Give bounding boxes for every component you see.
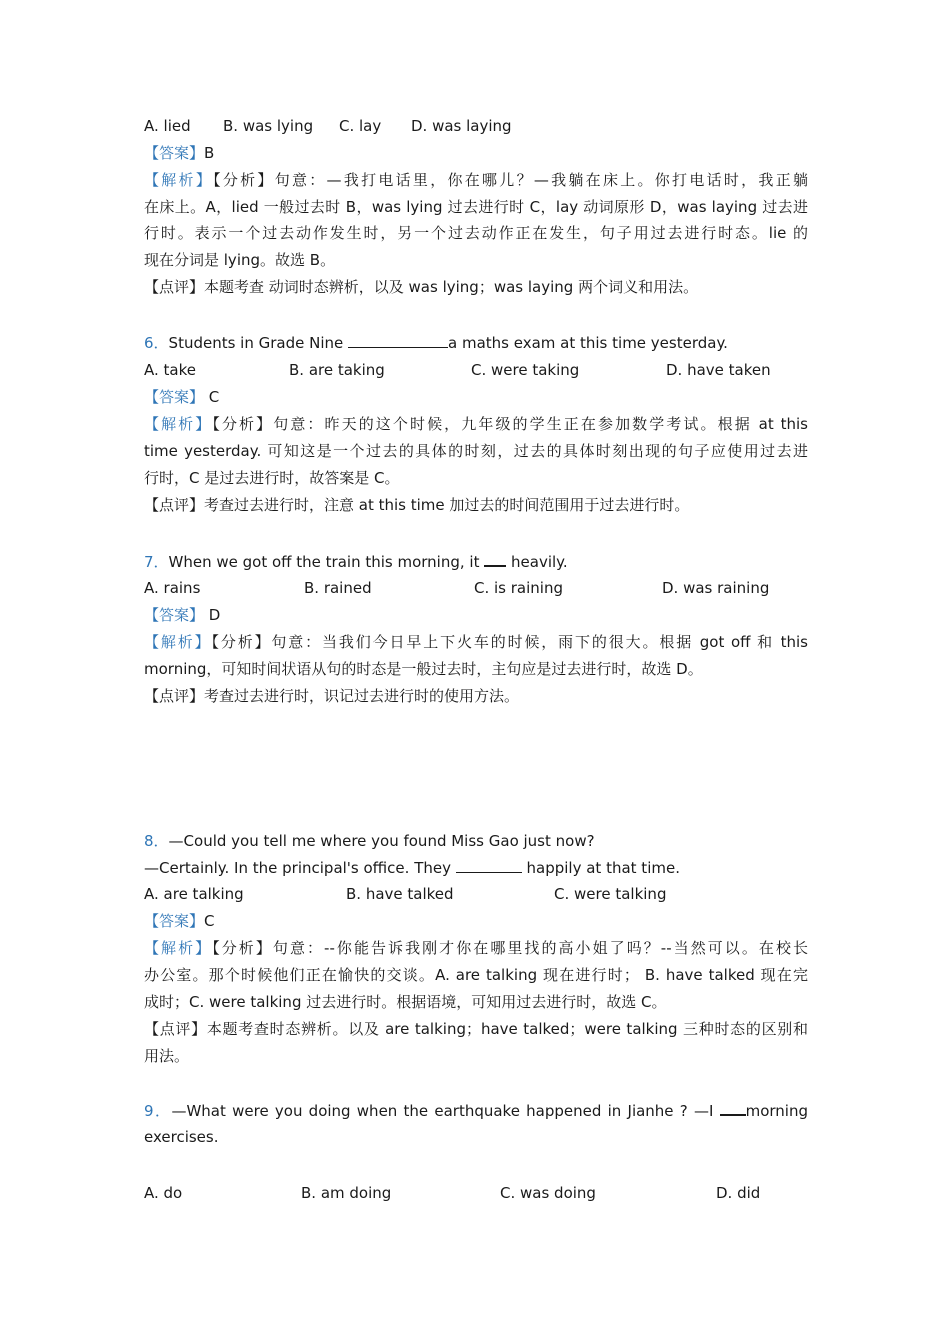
answer-blank bbox=[720, 1099, 746, 1116]
q8-option-b: B. have talked bbox=[346, 885, 454, 903]
q7-comment: 【点评】考查过去进行时，识记过去进行时的使用方法。 bbox=[144, 687, 520, 705]
q7-answer bbox=[144, 604, 220, 626]
q7-option-c: C. is raining bbox=[474, 579, 563, 597]
q5-option-c: C. lay bbox=[339, 117, 382, 135]
q8-options bbox=[144, 883, 808, 905]
answer-blank bbox=[484, 550, 506, 567]
q6-comment: 【点评】考查过去进行时，注意 at this time 加过去的时间范围用于过去进行时。 bbox=[144, 496, 690, 514]
q5-option-d: D. was laying bbox=[411, 117, 512, 135]
q8-option-c: C. were talking bbox=[554, 885, 667, 903]
q5-answer bbox=[144, 142, 214, 164]
q7-option-b: B. rained bbox=[304, 579, 372, 597]
q5-option-a: A. lied bbox=[144, 117, 191, 135]
q8-comment-line2: 用法。 bbox=[144, 1047, 190, 1065]
question-number: 6． bbox=[144, 334, 169, 352]
answer-tag: 【答案】 bbox=[144, 606, 205, 624]
q6-option-d: D. have taken bbox=[666, 361, 771, 379]
answer-tag: 【答案】 bbox=[144, 144, 205, 162]
q7-analysis-line: morning，可知时间状语从句的时态是一般过去时，主句应是过去进行时，故选 D。 bbox=[144, 660, 703, 678]
q8-stem-line2: —Certainly. In the principal's office. They happily at that time. bbox=[144, 859, 680, 877]
q9-stem-line2: exercises. bbox=[144, 1128, 219, 1146]
q6-analysis-line: time yesterday. 可知这是一个过去的具体的时刻，过去的具体时刻出现的句子应使用过去进 bbox=[144, 442, 808, 460]
q7-stem: 7．When we got off the train this morning, it heavily. bbox=[144, 550, 568, 572]
answer-value: C bbox=[204, 388, 220, 406]
q9-options bbox=[144, 1182, 808, 1204]
q5-analysis-line: 行时。表示一个过去动作发生时，另一个过去动作正在发生，句子用过去进行时态。lie 的 bbox=[144, 224, 808, 242]
analysis-tag: 【解析】 bbox=[144, 171, 214, 189]
q5-options bbox=[144, 115, 808, 137]
q8-analysis-line: 【解析】【分析】句意：--你能告诉我刚才你在哪里找的高小姐了吗？--当然可以。在校长 bbox=[144, 939, 808, 957]
q9-option-a: A. do bbox=[144, 1184, 183, 1202]
q7-option-a: A. rains bbox=[144, 579, 201, 597]
q8-option-a: A. are talking bbox=[144, 885, 244, 903]
q5-comment: 【点评】本题考查 动词时态辨析，以及 was lying；was laying 两个词义和用法。 bbox=[144, 278, 699, 296]
q5-option-b: B. was lying bbox=[223, 117, 314, 135]
answer-tag: 【答案】 bbox=[144, 912, 205, 930]
q7-analysis-line: 【解析】【分析】句意：当我们今日早上下火车的时候，雨下的很大。根据 got off 和 this bbox=[144, 633, 808, 651]
q6-option-c: C. were taking bbox=[471, 361, 580, 379]
analysis-tag: 【解析】 bbox=[144, 415, 213, 433]
question-number: 7． bbox=[144, 553, 169, 571]
q5-analysis-line: 【解析】【分析】句意：—我打电话里，你在哪儿？—我躺在床上。你打电话时，我正躺 bbox=[144, 171, 808, 189]
answer-blank bbox=[348, 332, 448, 348]
q6-options bbox=[144, 359, 808, 381]
q9-stem: 9．—What were you doing when the earthquake happened in Jianhe ? —I morning bbox=[144, 1099, 808, 1121]
analysis-tag: 【解析】 bbox=[144, 939, 213, 957]
q6-stem: 6．Students in Grade Nine a maths exam at this time yesterday. bbox=[144, 334, 728, 352]
q7-options bbox=[144, 577, 808, 599]
answer-value: B bbox=[204, 144, 215, 162]
q8-comment: 【点评】本题考查时态辨析。以及 are talking；have talked；were talking 三种时态的区别和 bbox=[144, 1020, 808, 1038]
q7-option-d: D. was raining bbox=[662, 579, 770, 597]
answer-value: D bbox=[204, 606, 221, 624]
q8-answer bbox=[144, 910, 215, 932]
q8-analysis-line: 成时；C. were talking 过去进行时。根据语境，可知用过去进行时，故选 C。 bbox=[144, 993, 667, 1011]
question-number: 8． bbox=[144, 832, 169, 850]
q6-option-a: A. take bbox=[144, 361, 196, 379]
q8-stem: 8．—Could you tell me where you found Miss Gao just now? bbox=[144, 832, 595, 850]
answer-tag: 【答案】 bbox=[144, 388, 205, 406]
q6-analysis-line: 【解析】【分析】句意：昨天的这个时候，九年级的学生正在参加数学考试。根据 at this bbox=[144, 415, 808, 433]
q9-option-d: D. did bbox=[716, 1184, 761, 1202]
q9-option-c: C. was doing bbox=[500, 1184, 596, 1202]
analysis-tag: 【解析】 bbox=[144, 633, 212, 651]
q5-analysis-line: 现在分词是 lying。故选 B。 bbox=[144, 251, 336, 269]
answer-value: C bbox=[204, 912, 215, 930]
q5-analysis-line: 在床上。A，lied 一般过去时 B，was lying 过去进行时 C，lay 动词原形 D，was laying 过去进 bbox=[144, 198, 808, 216]
answer-blank bbox=[456, 857, 522, 873]
q9-option-b: B. am doing bbox=[301, 1184, 392, 1202]
q6-analysis-line: 行时，C 是过去进行时，故答案是 C。 bbox=[144, 469, 400, 487]
question-number: 9． bbox=[144, 1102, 172, 1120]
q8-analysis-line: 办公室。那个时候他们正在愉快的交谈。A. are talking 现在进行时； B. have talked 现在完 bbox=[144, 966, 808, 984]
q6-answer bbox=[144, 386, 219, 408]
q6-option-b: B. are taking bbox=[289, 361, 385, 379]
